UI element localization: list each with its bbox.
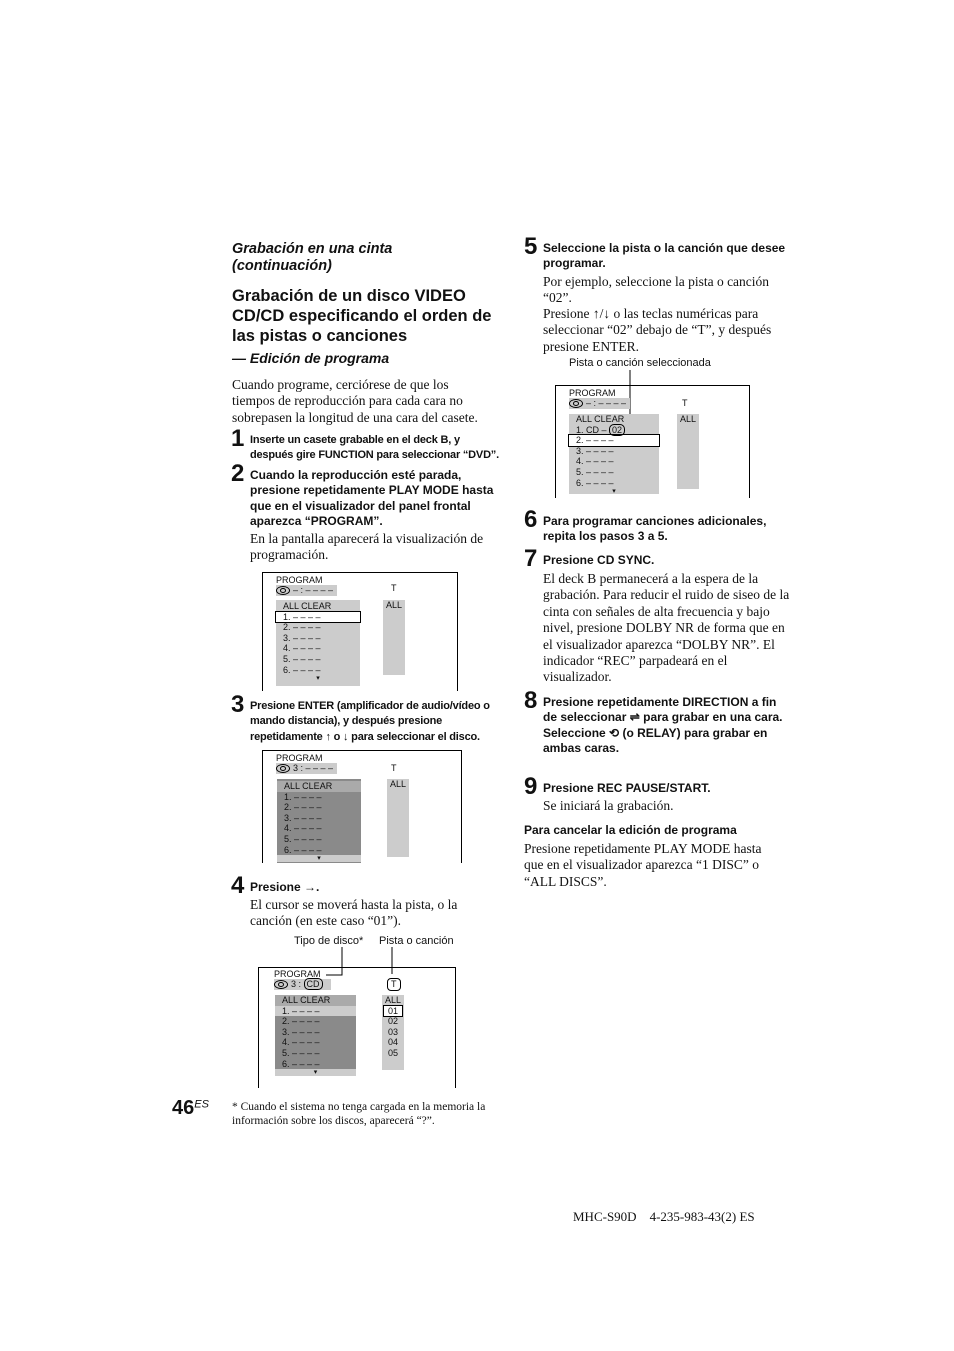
program-row: 5. – – – – (576, 466, 614, 477)
down-arrow-icon: ↓ (343, 730, 349, 743)
program-row: 3. – – – – (576, 445, 614, 456)
up-down-arrow-icon: ↑/↓ (592, 306, 611, 321)
all-clear-row: ALL CLEAR (275, 995, 356, 1006)
program-screen-step5 (555, 385, 750, 498)
t-label: T (391, 763, 397, 773)
program-list (275, 995, 356, 1075)
callout-track: Pista o canción (379, 935, 454, 947)
program-row: 4. – – – – (283, 643, 321, 654)
cancel-title: Para cancelar la edición de programa (524, 823, 737, 837)
program-label: PROGRAM (276, 753, 323, 763)
all-label: ALL (385, 600, 402, 610)
section-title: Grabación de un disco VIDEO CD/CD especificando el orden de las pistas o canciones (232, 287, 492, 345)
step-4-number: 4 (231, 872, 245, 899)
step-2-number: 2 (231, 460, 245, 487)
footnote: * Cuando el sistema no tenga cargada en la memoria la información sobre los discos, aparecerá “?”. (232, 1101, 486, 1127)
disc-icon (274, 980, 288, 989)
program-screen-step3 (262, 750, 462, 863)
program-row-1: 1. CD – 02 (569, 425, 659, 436)
step-5-note-a: Por ejemplo, seleccione la pista o canción “02”. (543, 274, 770, 306)
program-row: 6. – – – – (282, 1058, 320, 1069)
disc-indicator: 3 : – – – – (276, 763, 337, 774)
scroll-down-arrow: ▾ (275, 1069, 356, 1076)
program-row: 3. – – – – (284, 812, 322, 823)
program-row: 6. – – – – (284, 844, 322, 855)
step-3-text: Presione ENTER (amplificador de audio/vídeo o mando distancia), y después presione repetidamente ↑ o ↓ para seleccionar el disco. (250, 700, 490, 743)
disc-indicator: – : – – – – (569, 398, 630, 409)
program-row: 5. – – – – (282, 1047, 320, 1058)
program-row: 2. – – – – (284, 802, 322, 813)
t-label: T (682, 398, 688, 408)
running-title: Grabación en una cinta (continuación) (232, 241, 393, 274)
right-arrow-icon: → (304, 880, 317, 894)
track-column (387, 779, 409, 857)
callout-disc-type: Tipo de disco* (294, 935, 364, 947)
all-clear-row: ALL CLEAR (576, 414, 625, 424)
program-list (276, 600, 360, 686)
step-3-number: 3 (231, 691, 245, 718)
program-screen-step4 (258, 967, 456, 1088)
program-row: 1. – – – – (275, 1006, 356, 1017)
program-row: 2. – – – – (569, 435, 659, 446)
step-9-text: Presione REC PAUSE/START. (543, 781, 711, 795)
scroll-down-arrow: ▾ (612, 488, 616, 496)
disc-indicator: 3 : CD (274, 979, 331, 990)
track-column (383, 600, 405, 675)
program-row: 4. – – – – (282, 1037, 320, 1048)
scroll-down-arrow: ▾ (316, 675, 320, 683)
disc-icon (276, 764, 290, 773)
step-5-note-b: Presione ↑/↓ o las teclas numéricas para seleccionar “02” debajo de “T”, y después presione ENTER. (543, 306, 772, 354)
section-subtitle: — Edición de programa (232, 350, 390, 366)
step-7-note: El deck B permanecerá a la espera de la grabación. Para reducir el ruido de siseo de la cinta con señales de alta frecuencia y bajo nivel, presione DOLBY NR de forma que en el visualizador aparezca “DOLBY NR”. El indicador “REC” parpadeará en el visualizador. (543, 571, 790, 685)
selected-track-02: 02 (609, 424, 625, 436)
disc-type-cd: CD (304, 978, 323, 990)
t-label: T (387, 978, 401, 991)
step-4-text: Presione →. (250, 880, 320, 894)
callout-selected-track: Pista o canción seleccionada (569, 357, 711, 369)
step-1-number: 1 (231, 425, 245, 452)
all-label: ALL (384, 995, 401, 1005)
model-code: MHC-S90D 4-235-983-43(2) ES (573, 1209, 755, 1224)
step-4-note: El cursor se moverá hasta la pista, o la canción (en este caso “01”). (250, 897, 458, 929)
program-row: 4. – – – – (284, 823, 322, 834)
up-arrow-icon: ↑ (325, 730, 331, 743)
all-label: ALL (389, 779, 406, 789)
disc-icon (276, 586, 290, 595)
track-column (382, 995, 404, 1070)
cancel-text: Presione repetidamente PLAY MODE hasta que en el visualizador aparezca “1 DISC” o “ALL DISCS”. (524, 841, 762, 889)
step-5-number: 5 (524, 233, 538, 260)
program-row: 4. – – – – (576, 456, 614, 467)
track-number-selected: 01 (384, 1006, 402, 1017)
scroll-down-arrow: ▾ (277, 855, 361, 862)
program-list (569, 414, 659, 494)
step-6-number: 6 (524, 506, 538, 533)
program-list (277, 779, 361, 863)
intro-paragraph: Cuando programe, cerciórese de que los tiempos de reproducción para cada cara no sobrepasen la longitud de una cara del casete. (232, 377, 478, 425)
program-row: 5. – – – – (284, 833, 322, 844)
track-column (677, 414, 699, 489)
track-number: 05 (387, 1047, 398, 1058)
program-row: 6. – – – – (576, 477, 614, 488)
step-2-text: Cuando la reproducción esté parada, presione repetidamente PLAY MODE hasta que en el visualizador del panel frontal aparezca “PROGRAM”. (250, 468, 494, 529)
program-row: 1. – – – – (276, 612, 360, 623)
disc-icon (569, 399, 583, 408)
step-1-text: Inserte un casete grabable en el deck B, y después gire FUNCTION para seleccionar “DVD”. (250, 434, 499, 462)
program-row: 2. – – – – (282, 1016, 320, 1027)
program-row: 6. – – – – (283, 664, 321, 675)
both-sides-direction-icon: ⟲ (609, 725, 620, 740)
track-number: 02 (387, 1016, 398, 1027)
program-label: PROGRAM (274, 969, 321, 979)
step-8-text: Presione repetidamente DIRECTION a fin de seleccionar ⇌ para grabar en una cara. Seleccione ⟲ (o RELAY) para grabar en ambas caras. (543, 695, 783, 756)
program-row: 2. – – – – (283, 622, 321, 633)
track-number: 03 (387, 1026, 398, 1037)
step-6-text: Para programar canciones adicionales, repita los pasos 3 a 5. (543, 514, 767, 544)
program-row: 5. – – – – (283, 653, 321, 664)
program-screen-step2 (262, 572, 458, 691)
all-clear-row: ALL CLEAR (283, 601, 332, 611)
step-9-number: 9 (524, 773, 538, 800)
program-row: 3. – – – – (283, 632, 321, 643)
track-number: 04 (387, 1037, 398, 1048)
all-label: ALL (679, 414, 696, 424)
step-9-note: Se iniciará la grabación. (543, 798, 674, 813)
step-7-number: 7 (524, 545, 538, 572)
program-label: PROGRAM (276, 575, 323, 585)
program-row: 1. – – – – (284, 791, 322, 802)
one-side-direction-icon: ⇌ (629, 710, 640, 725)
program-label: PROGRAM (569, 388, 616, 398)
t-label: T (391, 583, 397, 593)
program-row: 3. – – – – (282, 1026, 320, 1037)
step-8-number: 8 (524, 687, 538, 714)
step-5-text: Seleccione la pista o la canción que desee programar. (543, 241, 786, 271)
disc-indicator: – : – – – – (276, 585, 337, 596)
all-clear-row: ALL CLEAR (277, 781, 361, 792)
step-2-note: En la pantalla aparecerá la visualización de programación. (250, 531, 484, 563)
page-number: $46^{ES}$ (172, 1097, 209, 1119)
step-7-text: Presione CD SYNC. (543, 553, 655, 567)
